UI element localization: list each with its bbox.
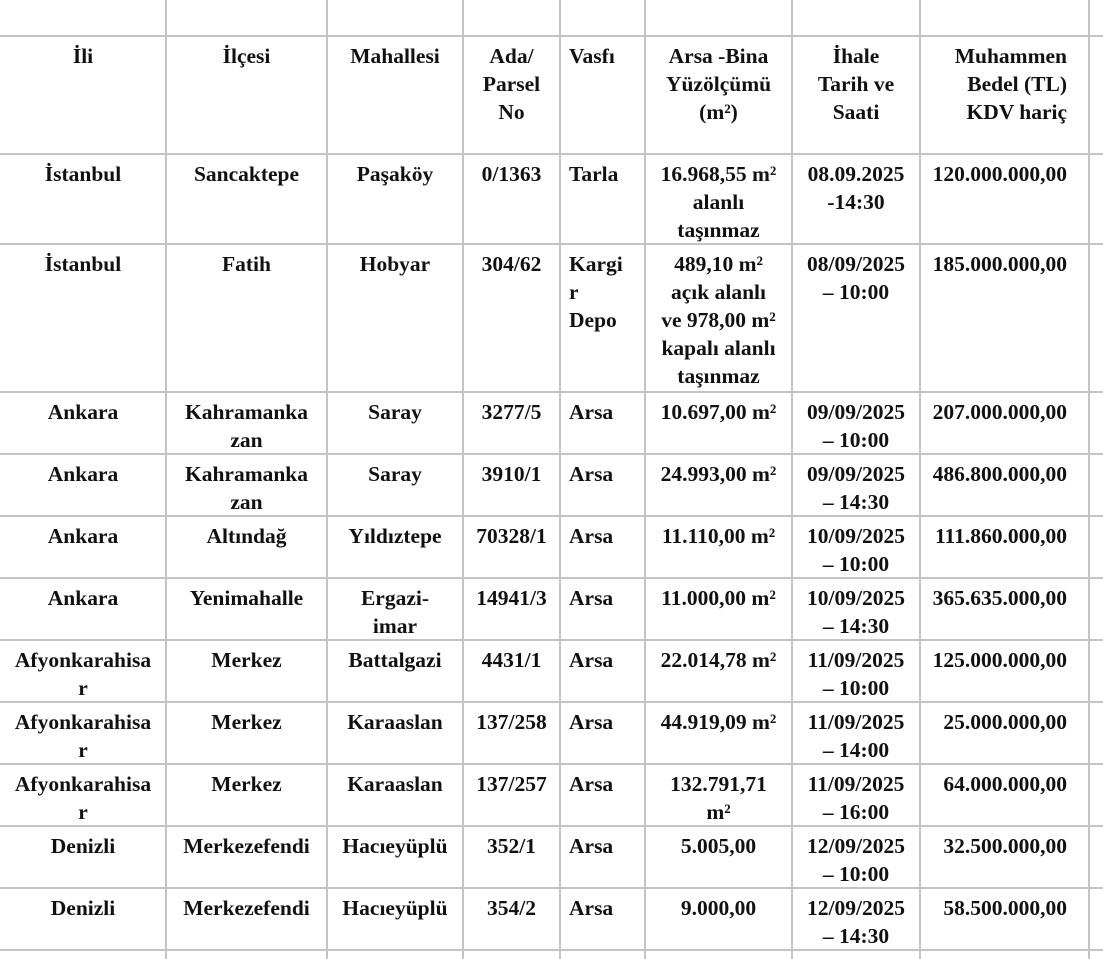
cell-bedel: 486.800.000,00 xyxy=(932,462,1067,486)
cell-vasfi: Tarla xyxy=(569,162,619,186)
cell-ihale: 08.09.2025 -14:30 xyxy=(807,162,905,214)
header-vasfi: Vasfı xyxy=(569,44,615,68)
cell-ilcesi: Merkez xyxy=(211,710,282,734)
cell-ilcesi: Merkezefendi xyxy=(183,896,310,920)
cell-vasfi: Kargi r Depo xyxy=(569,252,623,332)
cell-ada_parsel: 3910/1 xyxy=(481,462,542,486)
cell-ili: Denizli xyxy=(50,834,116,858)
cell-vasfi: Arsa xyxy=(569,834,614,858)
cell-mahallesi: Paşaköy xyxy=(356,162,434,186)
cell-mahallesi: Karaaslan xyxy=(347,772,443,796)
cell-ada_parsel: 137/257 xyxy=(476,772,547,796)
cell-bedel: 365.635.000,00 xyxy=(932,586,1067,610)
cell-ilcesi: Yenimahalle xyxy=(189,586,304,610)
cell-ada_parsel: 3277/5 xyxy=(481,400,542,424)
cell-ilcesi: Altındağ xyxy=(206,524,287,548)
cell-vasfi: Arsa xyxy=(569,462,614,486)
header-bedel: Muhammen Bedel (TL) KDV hariç xyxy=(954,44,1067,124)
cell-ili: Denizli xyxy=(50,896,116,920)
cell-ada_parsel: 352/1 xyxy=(487,834,536,858)
cell-mahallesi: Saray xyxy=(368,462,422,486)
cell-mahallesi: Ergazi- imar xyxy=(360,586,430,638)
cell-ihale: 10/09/2025 – 10:00 xyxy=(807,524,905,576)
cell-ili: İstanbul xyxy=(44,252,122,276)
cell-ihale: 12/09/2025 – 10:00 xyxy=(807,834,905,886)
header-ilcesi: İlçesi xyxy=(222,44,271,68)
cell-ili: İstanbul xyxy=(44,162,122,186)
cell-ili: Afyonkarahisa r xyxy=(14,710,152,762)
cell-ada_parsel: 4431/1 xyxy=(481,648,542,672)
cell-bedel: 185.000.000,00 xyxy=(932,252,1067,276)
cell-ilcesi: Sancaktepe xyxy=(193,162,300,186)
header-mahallesi: Mahallesi xyxy=(350,44,440,68)
cell-ili: Afyonkarahisa r xyxy=(14,648,152,700)
cell-ilcesi: Kahramanka zan xyxy=(184,462,309,514)
cell-vasfi: Arsa xyxy=(569,524,614,548)
header-ili: İli xyxy=(72,44,94,68)
cell-ihale: 11/09/2025 – 14:00 xyxy=(807,710,905,762)
cell-ihale: 11/09/2025 – 16:00 xyxy=(807,772,905,824)
cell-ada_parsel: 304/62 xyxy=(481,252,542,276)
cell-mahallesi: Hacıeyüplü xyxy=(342,834,448,858)
cell-ada_parsel: 70328/1 xyxy=(476,524,547,548)
cell-vasfi: Arsa xyxy=(569,710,614,734)
cell-ilcesi: Merkezefendi xyxy=(183,834,310,858)
cell-yuzolcumu: 22.014,78 m² xyxy=(660,648,777,672)
cell-vasfi: Arsa xyxy=(569,586,614,610)
cell-ihale: 09/09/2025 – 14:30 xyxy=(807,462,905,514)
cell-ihale: 08/09/2025 – 10:00 xyxy=(807,252,905,304)
cell-ada_parsel: 354/2 xyxy=(487,896,536,920)
cell-yuzolcumu: 11.000,00 m² xyxy=(661,586,776,610)
header-ihale: İhale Tarih ve Saati xyxy=(817,44,895,124)
cell-mahallesi: Karaaslan xyxy=(347,710,443,734)
cell-bedel: 125.000.000,00 xyxy=(932,648,1067,672)
cell-vasfi: Arsa xyxy=(569,648,614,672)
cell-yuzolcumu: 11.110,00 m² xyxy=(661,524,776,548)
cell-bedel: 32.500.000,00 xyxy=(943,834,1067,858)
cell-ili: Ankara xyxy=(47,400,119,424)
cell-bedel: 120.000.000,00 xyxy=(932,162,1067,186)
cell-bedel: 58.500.000,00 xyxy=(943,896,1067,920)
cell-ada_parsel: 14941/3 xyxy=(476,586,547,610)
cell-yuzolcumu: 44.919,09 m² xyxy=(660,710,777,734)
cell-ihale: 11/09/2025 – 10:00 xyxy=(807,648,905,700)
cell-yuzolcumu: 132.791,71 m² xyxy=(670,772,767,824)
cell-ihale: 10/09/2025 – 14:30 xyxy=(807,586,905,638)
cell-ilcesi: Merkez xyxy=(211,648,282,672)
cell-bedel: 64.000.000,00 xyxy=(943,772,1067,796)
cell-ilcesi: Merkez xyxy=(211,772,282,796)
cell-ihale: 12/09/2025 – 14:30 xyxy=(807,896,905,948)
cell-ilcesi: Kahramanka zan xyxy=(184,400,309,452)
cell-vasfi: Arsa xyxy=(569,400,614,424)
cell-mahallesi: Hacıeyüplü xyxy=(342,896,448,920)
cell-vasfi: Arsa xyxy=(569,896,614,920)
cell-ili: Afyonkarahisa r xyxy=(14,772,152,824)
cell-ada_parsel: 0/1363 xyxy=(481,162,542,186)
cell-ili: Ankara xyxy=(47,462,119,486)
cell-yuzolcumu: 10.697,00 m² xyxy=(660,400,777,424)
cell-ihale: 09/09/2025 – 10:00 xyxy=(807,400,905,452)
cell-bedel: 207.000.000,00 xyxy=(932,400,1067,424)
row-divider xyxy=(0,35,1103,37)
cell-mahallesi: Yıldıztepe xyxy=(348,524,442,548)
cell-yuzolcumu: 16.968,55 m² alanlı taşınmaz xyxy=(660,162,777,242)
cell-yuzolcumu: 9.000,00 xyxy=(680,896,757,920)
cell-yuzolcumu: 489,10 m² açık alanlı ve 978,00 m² kapalı alanlı taşınmaz xyxy=(661,252,776,388)
cell-vasfi: Arsa xyxy=(569,772,614,796)
cell-bedel: 111.860.000,00 xyxy=(934,524,1067,548)
cell-yuzolcumu: 24.993,00 m² xyxy=(660,462,777,486)
cell-ilcesi: Fatih xyxy=(222,252,271,276)
cell-ada_parsel: 137/258 xyxy=(476,710,547,734)
header-yuzolcumu: Arsa -Bina Yüzölçümü (m²) xyxy=(665,44,772,124)
cell-ili: Ankara xyxy=(47,524,119,548)
cell-mahallesi: Saray xyxy=(368,400,422,424)
cell-ili: Ankara xyxy=(47,586,119,610)
cell-mahallesi: Hobyar xyxy=(359,252,431,276)
cell-yuzolcumu: 5.005,00 xyxy=(680,834,757,858)
cell-mahallesi: Battalgazi xyxy=(348,648,442,672)
header-ada_parsel: Ada/ Parsel No xyxy=(482,44,541,124)
cell-bedel: 25.000.000,00 xyxy=(943,710,1067,734)
